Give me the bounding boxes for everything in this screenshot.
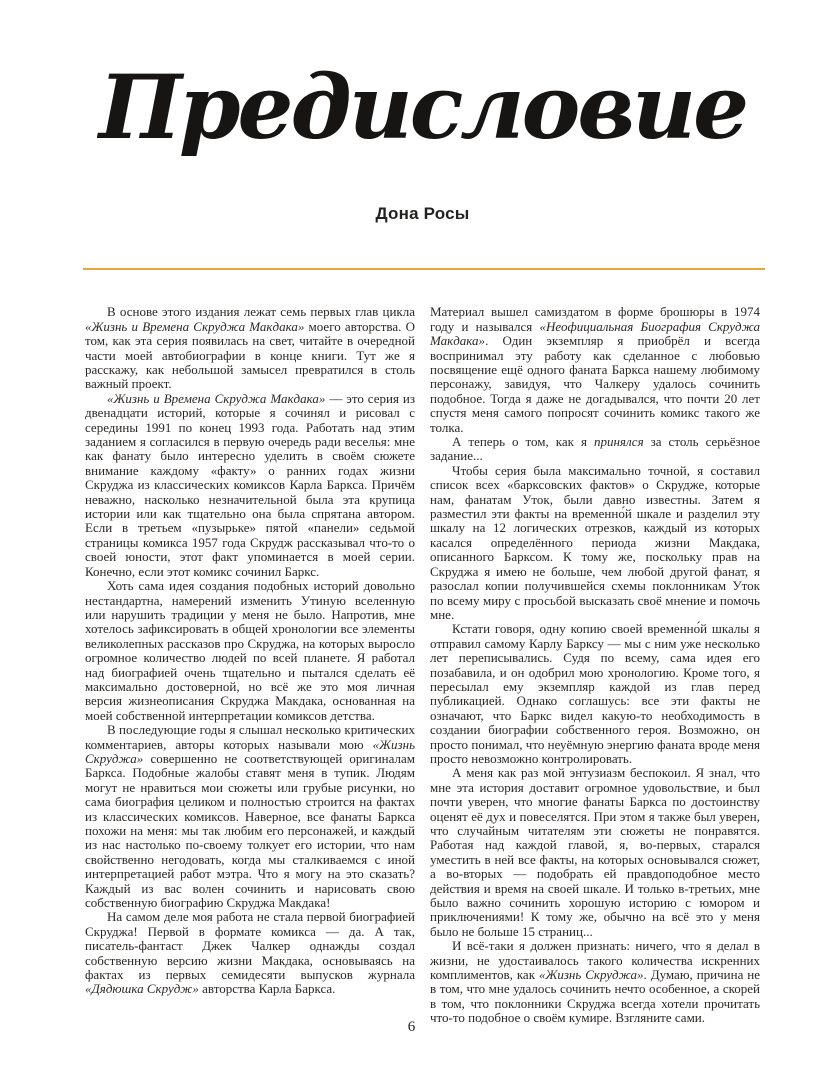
paragraph: И всё-таки я должен признать: ничего, что я делал в жизни, не удостаивалось такого количества искренних комплиментов, как «Жизнь Скруджа». Думаю, причина не в том, что мне удалось сочинить нечто особенное, а скорей в том, что поклонники Скруджа всегда хотели прочитать что-то подобное о своём кумире. Взгляните сами. [430,938,761,1026]
chapter-author: Дона Росы [375,204,470,224]
paragraph: В основе этого издания лежат семь первых глав цикла «Жизнь и Времена Скруджа Макдака» моего авторства. О том, как эта серия появилась на свет, читайте в очередной части моей автобиографии в конце книги. Тут же я расскажу, как небольшой замысел превратился в столь важный проект. [85,304,415,392]
paragraph: Материал вышел самиздатом в форме брошюры в 1974 году и назывался «Неофициальная Биография Скруджа Макдака». Один экземпляр я приобрёл и всегда воспринимал эту работу как сделанное с любовью посвящение ещё одного фаната Баркса нашему любимому персонажу, завидуя, что Чалкеру удалось сочинить подобное. Тогда я даже не догадывался, что почти 20 лет спустя меня самого попросят сочинить комикс такого же толка. [430,304,760,435]
paragraph: На самом деле моя работа не стала первой биографией Скруджа! Первой в формате комикса — да. А так, писатель-фантаст Джек Чалкер однажды создал собственную версию жизни Макдака, основываясь на фактах из первых семидесяти выпусков журнала «Дядюшка Скрудж» авторства Карла Баркса. [85,909,415,997]
paragraph: Чтобы серия была максимально точной, я составил список всех «барксовских фактов» о Скрудже, которые нам, фанатам Уток, были давно известны. Затем я разместил эти факты на временно́й шкале и разделил эту шкалу на 12 логических отрезков, каждый из которых касался определённого периода жизни Макдака, описанного Барксом. К тому же, поскольку прав на Скруджа я имею не больше, чем любой другой фанат, я разослал копии получившейся схемы поклонникам Уток по всему миру с просьбой высказать своё мнение и помочь мне. [430,462,760,622]
page-number: 6 [407,1019,416,1035]
paragraph: А теперь о том, как я принялся за столь серьёзное задание... [430,434,760,464]
paragraph: «Жизнь и Времена Скруджа Макдака» — это серия из двенадцати историй, которые я сочинял и рисовал с середины 1991 по конец 1993 года. Работать над этим заданием я согласился в первую очередь ради веселья: мне как фанату было интересно уделить в своём сюжете внимание каждому «факту» о ранних годах жизни Скруджа из классических комиксов Карла Баркса. Причём неважно, насколько незначительной была эта крупица истории или как тщательно она была спрятана автором. Если в третьем «пузырьке» пятой «панели» седьмой страницы комикса 1957 года Скрудж рассказывал что-то о своей юности, этот факт упоминается в моей серии. Конечно, если этот комикс сочинил Баркс. [85,390,415,579]
chapter-title: Предисловие [98,55,747,159]
page-header [85,0,760,224]
text-columns [85,305,760,1025]
paragraph: А меня как раз мой энтузиазм беспокоил. Я знал, что мне эта история доставит огромное удовольствие, и был почти уверен, что многие фанаты Баркса по достоинству оценят её дух и повеселятся. При этом я также был уверен, что случайным читателям эти сюжеты не понравятся. Работая над каждой главой, я, во-первых, старался уместить в ней все факты, на которых основывался сюжет, а во-вторых — подобрать ей правдоподобное место действия и время на своей шкале. И только в-третьих, мне было важно сочинить хорошую историю с юмором и приключениями! К тому же, обычно на всё это у меня было не больше 15 страниц... [430,765,760,939]
paragraph: Кстати говоря, одну копию своей временно́й шкалы я отправил самому Карлу Барксу — мы с ним уже несколько лет переписывались. Судя по всему, сама идея его позабавила, и он одобрил мою хронологию. Кроме того, я пересылал ему экземпляр каждой из глав перед публикацией. Однако соглашусь: все эти факты не означают, что Баркс видел какую-то необходимость в создании биографии собственного героя. Возможно, он просто понимал, что неуёмную энергию фаната вроде меня просто невозможно контролировать. [430,621,760,766]
right-column [430,305,760,1025]
paragraph: В последующие годы я слышал несколько критических комментариев, авторы которых называли мою «Жизнь Скруджа» совершенно не соответствующей оригиналам Баркса. Подобные жалобы ставят меня в тупик. Людям могут не нравиться мои сюжеты или грубые рисунки, но сама биография целиком и полностью строится на фактах из классических комиксов. Наверное, все фанаты Баркса похожи на меня: мы так любим его персонажей, и каждый из нас настолько по-своему толкует его истории, что нам свойственно негодовать, когда мы сталкиваемся с иной интерпретацией работ мэтра. Что я могу на это сказать? Каждый из вас волен сочинить и нарисовать свою собственную биографию Скруджа Макдака! [85,722,415,911]
accent-divider [83,268,765,270]
left-column [85,305,415,1025]
paragraph: Хоть сама идея создания подобных историй довольно нестандартна, намерений изменить Утиную вселенную или нарушить традиции у меня не было. Напротив, мне хотелось зафиксировать в общей хронологии все элементы великолепных рассказов про Скруджа, на которых выросло огромное количество людей по всей планете. Я работал над биографией очень тщательно и пытался сделать её максимально достоверной, но всё же это моя личная версия жизнеописания Скруджа Макдака, основанная на моей собственной интерпретации комиксов детства. [85,578,415,723]
